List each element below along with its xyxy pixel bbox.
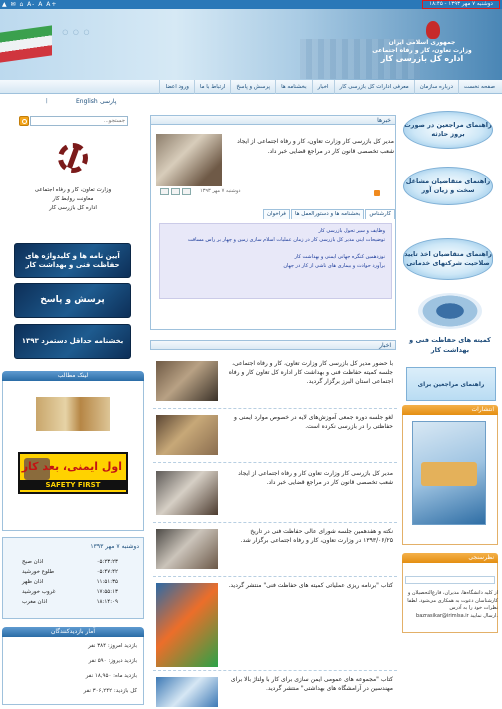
prayer-row: ۰۵:۲۳:۲۳ اذان صبح — [22, 559, 118, 565]
regulations-banner[interactable]: آیین نامه ها و کلیدواژه های حفاظت فنی و بهداشت کار — [14, 243, 131, 278]
tab-bar — [155, 209, 395, 219]
tab-expert[interactable]: کارشناس — [365, 209, 395, 219]
iran-flag-icon — [0, 25, 52, 62]
prayer-row: ۱۸:۱۴:۰۹ اذان مغرب — [22, 599, 118, 605]
news-list-item[interactable]: لغو جلسه دوره جمعی آموزش‌های لایه در خصوص موارد ایمنی و حفاظتی را در بازرسی نکرده است. — [153, 409, 397, 463]
stat-row: بازدید امروز: ۳۸۴ نفر — [88, 643, 137, 649]
slideshow-controls — [160, 188, 191, 196]
stat-row: بازدید ماه: ۱۸,۹۵۰ نفر — [85, 673, 137, 679]
nav-item-offices[interactable]: معرفی ادارات کل بازرسی کار — [334, 80, 414, 94]
ministry-logo — [58, 143, 88, 183]
tab-link[interactable]: برآورد حوادث و بیماری های ناشی از کار در جهان — [283, 263, 385, 269]
ministry-logo-text: وزارت تعاون، کار و رفاه اجتماعی معاونت روابط کار اداره کل بازرسی کار — [34, 187, 112, 211]
stat-row: بازدید دیروز: ۵۹۰ نفر — [88, 658, 137, 664]
main-nav — [0, 80, 502, 94]
min-wage-banner[interactable]: بخشنامه حداقل دستمزد ۱۳۹۳ — [14, 324, 131, 359]
nav-item-home[interactable]: صفحه نخست — [458, 80, 500, 94]
poll-input[interactable] — [405, 576, 495, 584]
tab-calls[interactable]: فراخوان — [263, 209, 290, 219]
lang-link-persian[interactable]: پارسی — [100, 98, 117, 105]
news-thumbnail[interactable] — [156, 415, 218, 455]
news-list-item[interactable]: کتاب "مجموعه های عمومی ایمن سازی برای کار با ولتاژ بالا برای مهندسین در آرامشگاه های بهداشتی" منتشر گردید. — [153, 671, 397, 707]
organization-title: جمهوری اسلامی ایران وزارت تعاون، کار و رفاه اجتماعی اداره کل بازرسی کار — [372, 39, 472, 63]
prayer-row: ۰۵:۴۷:۴۲ طلوع خورشید — [22, 569, 118, 575]
lang-link-english[interactable]: English — [76, 98, 98, 105]
visitor-stats-title: آمار بازدیدکنندگان — [2, 627, 144, 637]
faq-banner[interactable]: پرسش و پاسخ — [14, 283, 131, 318]
poll-text: از کلیه دانشگاه‌ها، مدیران، فارغ‌التحصیلان و کارشناسان دعوت به همکاری می‌شود. لطفا نظرات خود را به آدرس bazrasikar@irimlsa.ir ارسال نمایید. — [407, 590, 498, 619]
stat-row: کل بازدید: ۳۰۶,۲۴۲ نفر — [83, 688, 137, 694]
prayer-row: ۱۷:۵۵:۱۳ غروب خورشید — [22, 589, 118, 595]
nav-item-faq[interactable]: پرسش و پاسخ — [230, 80, 275, 94]
poll-title: نظرسنجی — [402, 553, 498, 563]
prayer-times-panel — [2, 537, 144, 619]
news-list-title: اخبار — [150, 340, 396, 350]
books-image[interactable] — [36, 397, 110, 431]
main-news-photo[interactable] — [156, 134, 222, 186]
news-thumbnail[interactable] — [156, 361, 218, 401]
top-utility-bar — [0, 0, 502, 9]
prayer-date: دوشنبه ۷ مهر ۱۳۹۳ — [90, 543, 139, 550]
news-thumbnail[interactable] — [156, 529, 218, 569]
links-panel-title: لینک مطالب — [2, 371, 144, 381]
tab-circulars[interactable]: بخشنامه ها و دستورالعمل ها — [291, 209, 364, 219]
search-button[interactable] — [19, 116, 29, 126]
book-cover[interactable] — [156, 583, 218, 667]
committee-link[interactable]: کمیته های حفاظت فنی و بهداشت کار — [409, 336, 491, 354]
nav-item-login[interactable]: ورود اعضا — [159, 80, 193, 94]
nav-item-about[interactable]: درباره سازمان — [414, 80, 458, 94]
nav-item-news[interactable]: اخبار — [312, 80, 334, 94]
main-news-text[interactable]: مدیر کل بازرسی کار وزارت تعاون، کار و رفاه اجتماعی از ایجاد شعب تخصصی قانون کار در مراجع قضایی خبر داد. — [237, 138, 394, 155]
news-list-item[interactable]: با حضور مدیر کل بازرسی کار وزارت تعاون، کار و رفاه اجتماعی، جلسه کمیته حفاظت فنی و بهداشت کار اداره کل تعاون کار و رفاه اجتماعی استان البرز برگزار گردید. — [153, 355, 397, 409]
tab-link[interactable]: توضیحات اینی مدیر کل بازرسی کار در زمان عملیات اسلام سازی زمین و چهار بر راس مسافت — [187, 237, 385, 243]
news-list-item[interactable]: نکته و هفدهمین جلسه شورای عالی حفاظت فنی در تاریخ ۱۳۹۳/۰۶/۲۵ در وزارت تعاون، کار و رفاه اجتماعی برگزار شد. — [153, 523, 397, 577]
nav-item-contact[interactable]: ارتباط با ما — [194, 80, 230, 94]
lang-separator: | — [46, 98, 48, 104]
guide-accident-button[interactable]: راهنمای مراجعین در صورت بروز حادثه — [403, 111, 493, 149]
current-date: دوشنبه ۷ مهر ۱۳۹۳ - ۱۸:۴۵ — [422, 0, 500, 9]
complaints-guide-button[interactable]: راهنمای مراجعین برای — [406, 367, 496, 401]
calligraphy-decoration: ◦◦◦ — [60, 23, 92, 44]
visitor-stats-panel — [2, 637, 144, 705]
guide-service-companies-button[interactable]: راهنمای متقاضیان اخذ تایید صلاحیت شرکتهای خدماتی — [403, 238, 493, 280]
safety-first-banner[interactable]: اول ایمنی، بعد کار SAFETY FIRST — [18, 452, 128, 494]
prayer-row: ۱۱:۵۱:۳۵ اذان ظهر — [22, 579, 118, 585]
committee-image[interactable] — [418, 293, 482, 329]
guide-hard-jobs-button[interactable]: راهنمای متقاضیان مشاغل سخت و زیان آور — [403, 167, 493, 205]
iran-emblem-icon — [426, 21, 440, 39]
search-input[interactable] — [30, 116, 128, 126]
publications-title: انتشارات — [402, 405, 498, 415]
news-list-item[interactable]: مدیر کل بازرسی کار وزارت تعاون کار و رفاه اجتماعی از ایجاد شعب تخصصی قانون کار در مراجع قضایی خبر داد. — [153, 463, 397, 523]
tab-link[interactable]: وظایف و سیر تحول بازرسی کار — [318, 228, 385, 234]
publication-cover[interactable] — [412, 421, 486, 525]
prev-icon[interactable] — [160, 188, 169, 195]
book-cover[interactable] — [156, 677, 218, 707]
main-news-date: دوشنبه ۷ مهر ۱۳۹۳ — [200, 188, 241, 194]
news-box-title: خبرها — [150, 115, 396, 125]
utility-icons[interactable]: ▲ ✉ ⌂ A- A A+ — [2, 1, 58, 8]
site-banner — [0, 9, 502, 80]
nav-item-circulars[interactable]: بخشنامه ها — [275, 80, 312, 94]
tab-link[interactable]: نوزدهمین کنگره جهانی ایمنی و بهداشت کار — [294, 254, 385, 260]
next-icon[interactable] — [182, 188, 191, 195]
tab-content — [159, 223, 392, 299]
news-list-item[interactable]: کتاب "برنامه ریزی عملیاتی کمیته های حفاظت فنی" منتشر گردید. — [153, 577, 397, 671]
news-thumbnail[interactable] — [156, 471, 218, 515]
pause-icon[interactable] — [171, 188, 180, 195]
rss-icon[interactable] — [374, 190, 380, 196]
